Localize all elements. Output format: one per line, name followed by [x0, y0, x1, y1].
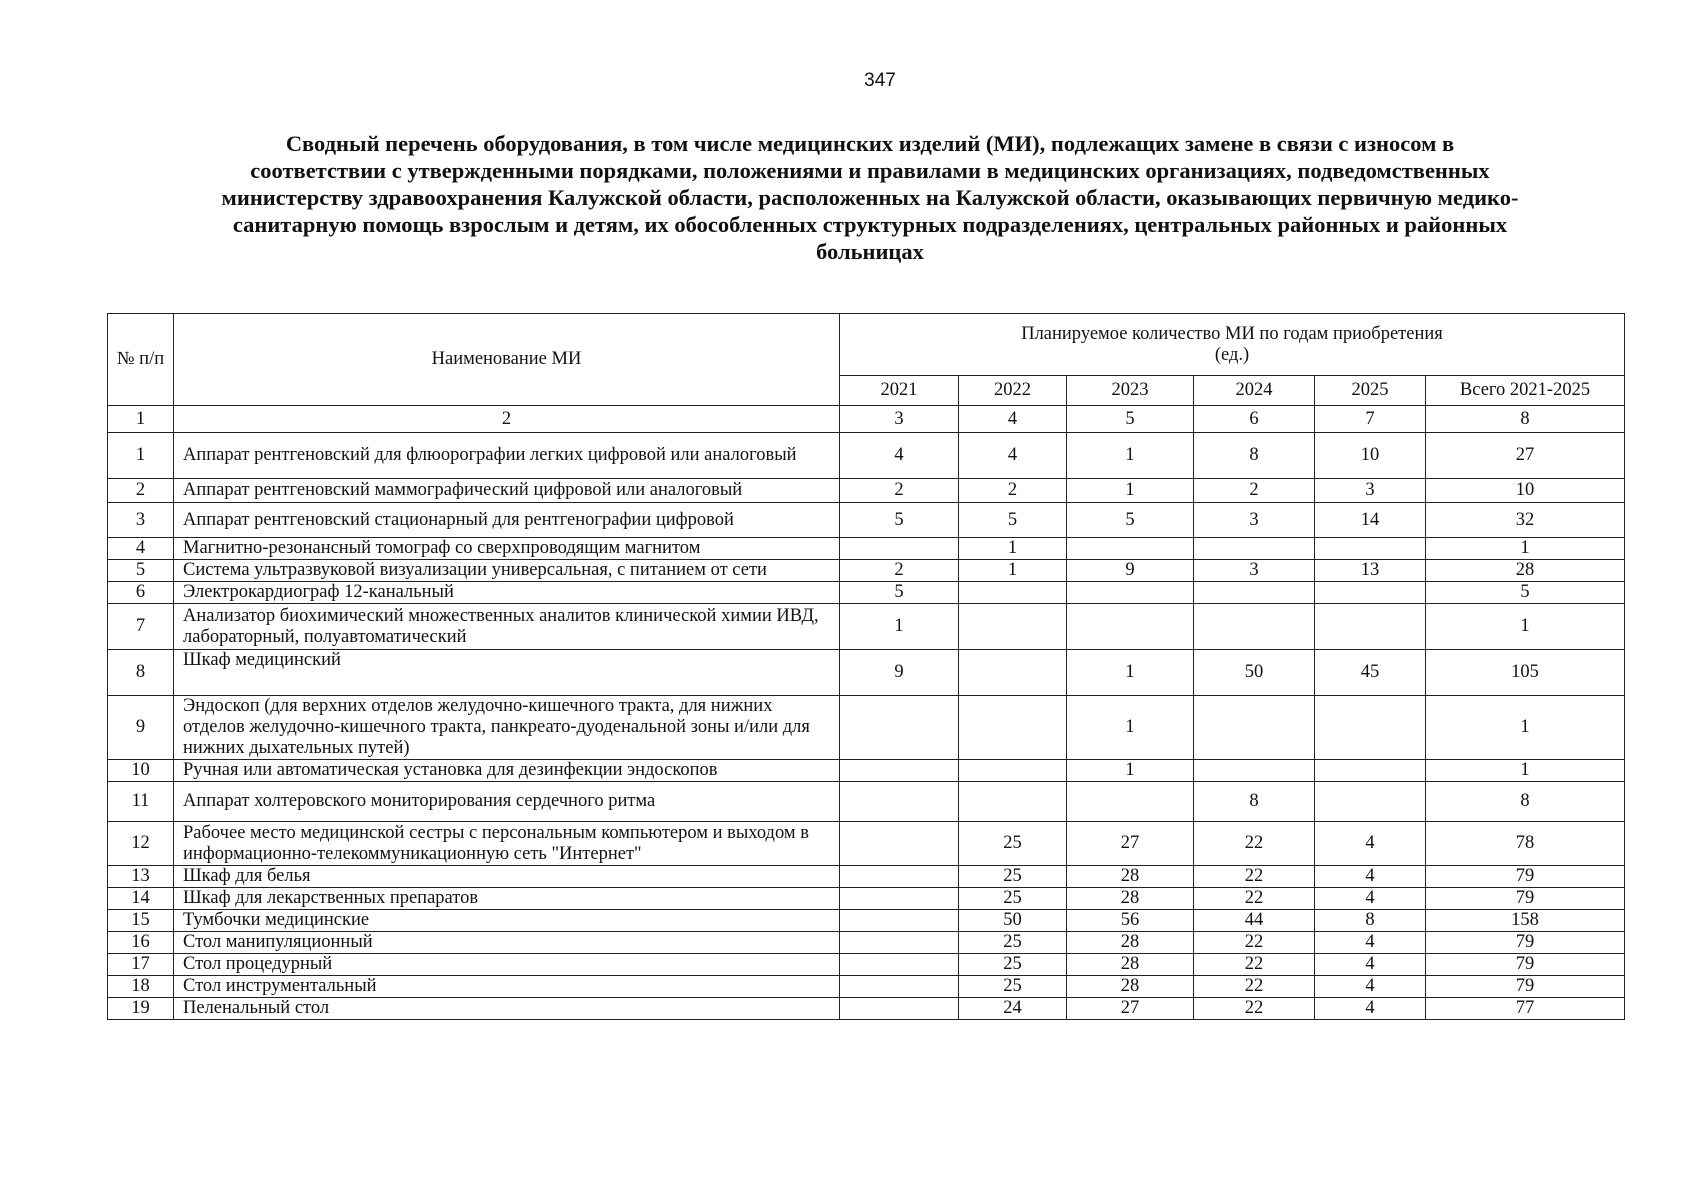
header-num: № п/п — [108, 314, 174, 406]
year-cell-2021 — [840, 782, 959, 822]
year-cell-2024 — [1194, 538, 1315, 560]
total-cell: 8 — [1426, 782, 1625, 822]
year-cell-2022 — [959, 582, 1067, 604]
table-row — [108, 433, 1625, 479]
year-cell-2022 — [959, 604, 1067, 650]
year-cell-2021 — [840, 866, 959, 888]
item-name: Шкаф для лекарственных препаратов — [174, 888, 840, 910]
header-plan-title: Планируемое количество МИ по годам приобретения — [1021, 323, 1443, 344]
total-cell: 79 — [1426, 866, 1625, 888]
table-row — [108, 479, 1625, 503]
total-cell: 10 — [1426, 479, 1625, 503]
row-number: 2 — [108, 479, 174, 503]
table-row — [108, 910, 1625, 932]
year-cell-2022: 25 — [959, 866, 1067, 888]
year-cell-2022: 1 — [959, 538, 1067, 560]
year-cell-2021: 9 — [840, 650, 959, 696]
row-number: 3 — [108, 503, 174, 538]
row-number: 19 — [108, 998, 174, 1020]
year-cell-2022 — [959, 782, 1067, 822]
title-line: Сводный перечень оборудования, в том числе медицинских изделий (МИ), подлежащих замене в связи с износом в — [285, 131, 1455, 156]
year-cell-2024: 50 — [1194, 650, 1315, 696]
year-cell-2023: 28 — [1067, 866, 1194, 888]
table-row — [108, 954, 1625, 976]
header-year: 2021 — [840, 376, 959, 406]
table-row — [108, 976, 1625, 998]
row-number: 10 — [108, 760, 174, 782]
year-cell-2021 — [840, 760, 959, 782]
year-cell-2025 — [1315, 782, 1426, 822]
total-cell: 79 — [1426, 976, 1625, 998]
table-row — [108, 866, 1625, 888]
row-number: 8 — [108, 650, 174, 696]
header-total: Всего 2021-2025 — [1426, 376, 1625, 406]
year-cell-2024: 22 — [1194, 932, 1315, 954]
column-index: 3 — [840, 406, 959, 433]
column-index: 7 — [1315, 406, 1426, 433]
year-cell-2021 — [840, 932, 959, 954]
header-year: 2023 — [1067, 376, 1194, 406]
row-number: 4 — [108, 538, 174, 560]
year-cell-2022: 5 — [959, 503, 1067, 538]
year-cell-2022 — [959, 650, 1067, 696]
year-cell-2023: 28 — [1067, 932, 1194, 954]
year-cell-2022: 25 — [959, 822, 1067, 866]
year-cell-2024: 3 — [1194, 560, 1315, 582]
row-number: 11 — [108, 782, 174, 822]
year-cell-2023 — [1067, 604, 1194, 650]
item-name: Стол манипуляционный — [174, 932, 840, 954]
item-name: Аппарат рентгеновский стационарный для рентгенографии цифровой — [174, 503, 840, 538]
table-row — [108, 560, 1625, 582]
year-cell-2023 — [1067, 538, 1194, 560]
item-name: Тумбочки медицинские — [174, 910, 840, 932]
year-cell-2023: 28 — [1067, 976, 1194, 998]
table-row — [108, 503, 1625, 538]
year-cell-2024 — [1194, 696, 1315, 760]
total-cell: 79 — [1426, 932, 1625, 954]
year-cell-2023: 28 — [1067, 954, 1194, 976]
item-name: Аппарат рентгеновский маммографический цифровой или аналоговый — [174, 479, 840, 503]
year-cell-2023: 27 — [1067, 998, 1194, 1020]
item-name: Стол инструментальный — [174, 976, 840, 998]
row-number: 18 — [108, 976, 174, 998]
year-cell-2021 — [840, 888, 959, 910]
item-name: Магнитно-резонансный томограф со сверхпроводящим магнитом — [174, 538, 840, 560]
year-cell-2022: 1 — [959, 560, 1067, 582]
year-cell-2025: 10 — [1315, 433, 1426, 479]
table-row — [108, 538, 1625, 560]
row-number: 17 — [108, 954, 174, 976]
year-cell-2022 — [959, 696, 1067, 760]
year-cell-2024: 44 — [1194, 910, 1315, 932]
row-number: 12 — [108, 822, 174, 866]
year-cell-2024: 22 — [1194, 888, 1315, 910]
document-title — [110, 130, 1630, 265]
year-cell-2022: 25 — [959, 976, 1067, 998]
column-index: 5 — [1067, 406, 1194, 433]
year-cell-2021 — [840, 538, 959, 560]
year-cell-2024: 2 — [1194, 479, 1315, 503]
year-cell-2022 — [959, 760, 1067, 782]
year-cell-2022: 25 — [959, 932, 1067, 954]
table-row — [108, 822, 1625, 866]
year-cell-2024: 22 — [1194, 998, 1315, 1020]
row-number: 14 — [108, 888, 174, 910]
column-index: 4 — [959, 406, 1067, 433]
row-number: 16 — [108, 932, 174, 954]
year-cell-2022: 25 — [959, 888, 1067, 910]
title-line: министерству здравоохранения Калужской области, расположенных на Калужской области, оказывающих первичную медико- — [221, 185, 1519, 210]
year-cell-2023: 28 — [1067, 888, 1194, 910]
table-row — [108, 888, 1625, 910]
total-cell: 79 — [1426, 888, 1625, 910]
year-cell-2024: 22 — [1194, 954, 1315, 976]
year-cell-2023: 5 — [1067, 503, 1194, 538]
table-row — [108, 696, 1625, 760]
item-name: Электрокардиограф 12-канальный — [174, 582, 840, 604]
row-number: 1 — [108, 433, 174, 479]
column-index: 8 — [1426, 406, 1625, 433]
row-number: 5 — [108, 560, 174, 582]
year-cell-2021 — [840, 954, 959, 976]
title-line: санитарную помощь взрослым и детям, их обособленных структурных подразделениях, центральных районных и районных — [232, 212, 1508, 237]
year-cell-2023: 9 — [1067, 560, 1194, 582]
total-cell: 1 — [1426, 538, 1625, 560]
year-cell-2025: 8 — [1315, 910, 1426, 932]
year-cell-2023: 1 — [1067, 696, 1194, 760]
year-cell-2021: 1 — [840, 604, 959, 650]
column-index: 6 — [1194, 406, 1315, 433]
year-cell-2025: 4 — [1315, 822, 1426, 866]
year-cell-2025: 4 — [1315, 888, 1426, 910]
table-row — [108, 760, 1625, 782]
table-row — [108, 582, 1625, 604]
year-cell-2023: 27 — [1067, 822, 1194, 866]
header-year: 2025 — [1315, 376, 1426, 406]
total-cell: 79 — [1426, 954, 1625, 976]
table-row — [108, 650, 1625, 696]
year-cell-2024 — [1194, 582, 1315, 604]
year-cell-2021: 5 — [840, 582, 959, 604]
title-line: соответствии с утвержденными порядками, положениями и правилами в медицинских организациях, подведомственных — [250, 158, 1490, 183]
year-cell-2021 — [840, 976, 959, 998]
year-cell-2024: 22 — [1194, 822, 1315, 866]
page-number: 347 — [864, 70, 896, 91]
total-cell: 32 — [1426, 503, 1625, 538]
total-cell: 78 — [1426, 822, 1625, 866]
year-cell-2024: 22 — [1194, 866, 1315, 888]
item-name: Аппарат холтеровского мониторирования сердечного ритма — [174, 782, 840, 822]
year-cell-2023: 56 — [1067, 910, 1194, 932]
year-cell-2023 — [1067, 582, 1194, 604]
year-cell-2024: 8 — [1194, 782, 1315, 822]
year-cell-2025: 4 — [1315, 954, 1426, 976]
row-number: 13 — [108, 866, 174, 888]
year-cell-2022: 2 — [959, 479, 1067, 503]
column-index: 2 — [174, 406, 840, 433]
year-cell-2025: 3 — [1315, 479, 1426, 503]
year-cell-2022: 4 — [959, 433, 1067, 479]
year-cell-2025: 4 — [1315, 866, 1426, 888]
year-cell-2021 — [840, 696, 959, 760]
year-cell-2021: 5 — [840, 503, 959, 538]
table-row — [108, 998, 1625, 1020]
year-cell-2024: 8 — [1194, 433, 1315, 479]
total-cell: 5 — [1426, 582, 1625, 604]
year-cell-2023: 1 — [1067, 433, 1194, 479]
header-year: 2024 — [1194, 376, 1315, 406]
total-cell: 27 — [1426, 433, 1625, 479]
table-row — [108, 932, 1625, 954]
year-cell-2024 — [1194, 760, 1315, 782]
row-number: 9 — [108, 696, 174, 760]
year-cell-2023: 1 — [1067, 479, 1194, 503]
year-cell-2025 — [1315, 582, 1426, 604]
year-cell-2023: 1 — [1067, 760, 1194, 782]
year-cell-2025: 4 — [1315, 998, 1426, 1020]
year-cell-2025 — [1315, 604, 1426, 650]
item-name: Аппарат рентгеновский для флюорографии легких цифровой или аналоговый — [174, 433, 840, 479]
total-cell: 28 — [1426, 560, 1625, 582]
total-cell: 1 — [1426, 760, 1625, 782]
table-row — [108, 604, 1625, 650]
year-cell-2024 — [1194, 604, 1315, 650]
year-cell-2025 — [1315, 696, 1426, 760]
year-cell-2021 — [840, 910, 959, 932]
item-name: Ручная или автоматическая установка для дезинфекции эндоскопов — [174, 760, 840, 782]
row-number: 15 — [108, 910, 174, 932]
item-name: Шкаф для белья — [174, 866, 840, 888]
item-name: Эндоскоп (для верхних отделов желудочно-кишечного тракта, для нижних отделов желудочно-кишечного тракта, панкреато-дуоденальной зоны и/или для нижних дыхательных путей) — [174, 696, 840, 760]
year-cell-2025: 45 — [1315, 650, 1426, 696]
year-cell-2025 — [1315, 538, 1426, 560]
column-index-row — [108, 406, 1625, 433]
year-cell-2024: 22 — [1194, 976, 1315, 998]
year-cell-2023: 1 — [1067, 650, 1194, 696]
header-year: 2022 — [959, 376, 1067, 406]
item-name: Анализатор биохимический множественных аналитов клинической химии ИВД, лабораторный, полуавтоматический — [174, 604, 840, 650]
table-row — [108, 782, 1625, 822]
total-cell: 105 — [1426, 650, 1625, 696]
total-cell: 1 — [1426, 604, 1625, 650]
year-cell-2024: 3 — [1194, 503, 1315, 538]
year-cell-2021: 2 — [840, 479, 959, 503]
header-plan — [840, 314, 1625, 376]
equipment-table — [107, 313, 1625, 1020]
item-name: Рабочее место медицинской сестры с персональным компьютером и выходом в информационно-телекоммуникационную сеть "Интернет" — [174, 822, 840, 866]
year-cell-2025: 4 — [1315, 976, 1426, 998]
year-cell-2025 — [1315, 760, 1426, 782]
year-cell-2022: 24 — [959, 998, 1067, 1020]
year-cell-2022: 25 — [959, 954, 1067, 976]
year-cell-2021: 4 — [840, 433, 959, 479]
year-cell-2021 — [840, 998, 959, 1020]
header-plan-unit: (ед.) — [1214, 344, 1250, 365]
title-line: больницах — [816, 239, 924, 264]
year-cell-2025: 4 — [1315, 932, 1426, 954]
year-cell-2025: 14 — [1315, 503, 1426, 538]
year-cell-2022: 50 — [959, 910, 1067, 932]
item-name: Стол процедурный — [174, 954, 840, 976]
year-cell-2025: 13 — [1315, 560, 1426, 582]
year-cell-2023 — [1067, 782, 1194, 822]
item-name: Система ультразвуковой визуализации универсальная, с питанием от сети — [174, 560, 840, 582]
row-number: 6 — [108, 582, 174, 604]
total-cell: 77 — [1426, 998, 1625, 1020]
total-cell: 1 — [1426, 696, 1625, 760]
item-name: Шкаф медицинский — [174, 650, 840, 696]
column-index: 1 — [108, 406, 174, 433]
total-cell: 158 — [1426, 910, 1625, 932]
year-cell-2021: 2 — [840, 560, 959, 582]
header-name: Наименование МИ — [174, 314, 840, 406]
row-number: 7 — [108, 604, 174, 650]
item-name: Пеленальный стол — [174, 998, 840, 1020]
year-cell-2021 — [840, 822, 959, 866]
